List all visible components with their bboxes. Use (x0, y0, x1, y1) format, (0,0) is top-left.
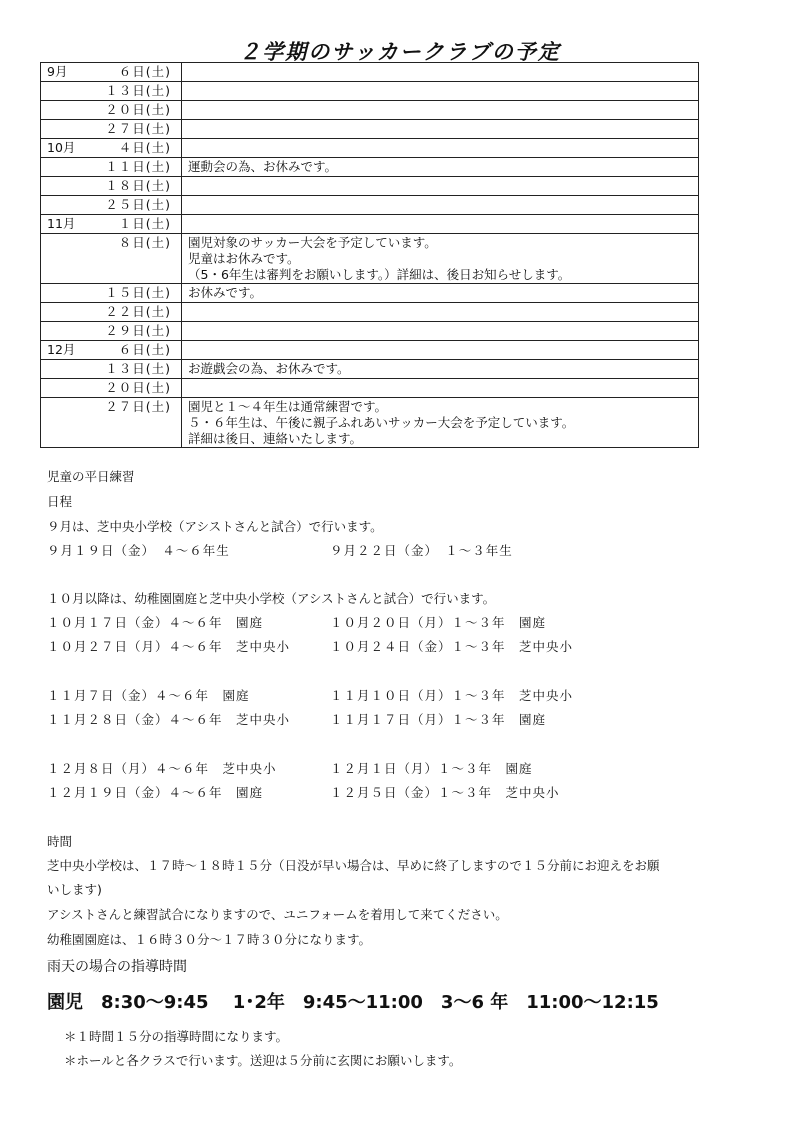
schedule-date-cell (41, 196, 182, 215)
time-line: 幼稚園園庭は、１６時３０分～１７時３０分になります。 (47, 932, 372, 947)
practice-row-left: １０月２７日（月）４～６年 芝中央小 (47, 639, 291, 654)
practice-row-right: １２月１日（月）１～３年 園庭 (330, 761, 533, 776)
rain-title: 雨天の場合の指導時間 (47, 959, 187, 975)
practice-row-right: １１月１０日（月）１～３年 芝中央小 (330, 688, 574, 703)
schedule-date-cell (41, 322, 182, 341)
schedule-row (41, 360, 699, 379)
schedule-row (41, 158, 699, 177)
schedule-row (41, 196, 699, 215)
day-label: １３日(土) (105, 83, 171, 98)
schedule-row (41, 303, 699, 322)
schedule-note-cell (182, 360, 699, 379)
day-label: ２２日(土) (105, 304, 171, 319)
schedule-note: 園児対象のサッカー大会を予定しています。 (188, 235, 437, 250)
schedule-row (41, 82, 699, 101)
schedule-date-cell (41, 63, 182, 82)
schedule-note-cell (182, 63, 699, 82)
schedule-row (41, 63, 699, 82)
schedule-label: 日程 (47, 494, 73, 509)
schedule-date-cell (41, 177, 182, 196)
time-label: 時間 (47, 834, 73, 849)
schedule-note-cell (182, 158, 699, 177)
schedule-note: ５・６年生は、午後に親子ふれあいサッカー大会を予定しています。 (188, 415, 575, 430)
time-line: いします) (47, 882, 102, 897)
schedule-row (41, 139, 699, 158)
month-label: 10月 (47, 140, 76, 155)
schedule-note-cell (182, 101, 699, 120)
practice-row-left: １１月２８日（金）４～６年 芝中央小 (47, 712, 291, 727)
schedule-row (41, 398, 699, 448)
practice-row-left: １２月８日（月）４～６年 芝中央小 (47, 761, 277, 776)
rain-schedule: 園児 8:30～9:45 1･2年 9:45～11:00 3～6 年 11:00～12:15 (47, 992, 659, 1013)
schedule-row (41, 234, 699, 284)
day-label: ４日(土) (118, 140, 171, 155)
schedule-row (41, 101, 699, 120)
day-label: １３日(土) (105, 361, 171, 376)
time-line: アシストさんと練習試合になりますので、ユニフォームを着用して来てください。 (47, 907, 508, 922)
day-label: ２０日(土) (105, 102, 171, 117)
day-label: ６日(土) (118, 342, 171, 357)
practice-row-right: １０月２４日（金）１～３年 芝中央小 (330, 639, 574, 654)
schedule-note-cell (182, 177, 699, 196)
rain-note: ＊ホールと各クラスで行います。送迎は５分前に玄関にお願いします。 (64, 1053, 462, 1068)
schedule-note: 園児と１～４年生は通常練習です。 (188, 399, 388, 414)
schedule-note-cell (182, 120, 699, 139)
day-label: ２７日(土) (105, 121, 171, 136)
day-label: ６日(土) (118, 64, 171, 79)
schedule-note-cell (182, 322, 699, 341)
schedule-note-cell (182, 398, 699, 448)
day-label: １１日(土) (105, 159, 171, 174)
schedule-row (41, 284, 699, 303)
day-label: ２７日(土) (105, 399, 171, 414)
schedule-row (41, 379, 699, 398)
schedule-note-cell (182, 303, 699, 322)
month-label: 12月 (47, 342, 76, 357)
schedule-note-cell (182, 196, 699, 215)
schedule-date-cell (41, 379, 182, 398)
day-label: ８日(土) (118, 235, 171, 250)
weekday-heading: 児童の平日練習 (47, 469, 135, 484)
schedule-note-cell (182, 284, 699, 303)
time-line: 芝中央小学校は、１７時～１８時１５分（日没が早い場合は、早めに終了しますので１５分前にお迎えをお願 (47, 858, 660, 873)
schedule-date-cell (41, 303, 182, 322)
schedule-note-cell (182, 139, 699, 158)
sep-practice-right: ９月２２日（金） １～３年生 (330, 543, 513, 558)
october-note: １０月以降は、幼稚園園庭と芝中央小学校（アシストさんと試合）で行います。 (47, 591, 496, 606)
schedule-note: お遊戯会の為、お休みです。 (188, 361, 350, 376)
practice-row-right: １２月５日（金）１～３年 芝中央小 (330, 785, 560, 800)
day-label: ２９日(土) (105, 323, 171, 338)
schedule-date-cell (41, 139, 182, 158)
day-label: １８日(土) (105, 178, 171, 193)
day-label: １５日(土) (105, 285, 171, 300)
practice-row-left: １２月１９日（金）４～６年 園庭 (47, 785, 264, 800)
schedule-row (41, 215, 699, 234)
schedule-note-cell (182, 82, 699, 101)
practice-row-left: １０月１７日（金）４～６年 園庭 (47, 615, 264, 630)
schedule-row (41, 322, 699, 341)
schedule-note: 児童はお休みです。 (188, 251, 300, 266)
schedule-row (41, 120, 699, 139)
schedule-date-cell (41, 82, 182, 101)
schedule-date-cell (41, 234, 182, 284)
schedule-row (41, 341, 699, 360)
schedule-date-cell (41, 284, 182, 303)
schedule-note-cell (182, 379, 699, 398)
practice-row-right: １１月１７日（月）１～３年 園庭 (330, 712, 547, 727)
schedule-note-cell (182, 341, 699, 360)
schedule-date-cell (41, 158, 182, 177)
schedule-date-cell (41, 341, 182, 360)
schedule-note-cell (182, 215, 699, 234)
schedule-table (40, 62, 699, 448)
sep-practice-left: ９月１９日（金） ４～６年生 (47, 543, 230, 558)
page-title: ２学期のサッカークラブの予定 (239, 40, 561, 64)
schedule-date-cell (41, 360, 182, 379)
schedule-date-cell (41, 101, 182, 120)
schedule-note: 詳細は後日、連絡いたします。 (188, 431, 363, 446)
schedule-date-cell (41, 215, 182, 234)
day-label: ２０日(土) (105, 380, 171, 395)
schedule-note-cell (182, 234, 699, 284)
month-label: 9月 (47, 64, 68, 79)
schedule-note: 運動会の為、お休みです。 (188, 159, 338, 174)
schedule-note: お休みです。 (188, 285, 263, 300)
rain-note: ＊１時間１５分の指導時間になります。 (64, 1029, 289, 1044)
september-note: ９月は、芝中央小学校（アシストさんと試合）で行います。 (47, 519, 383, 534)
schedule-note: （5・6年生は審判をお願いします。）詳細は、後日お知らせします。 (188, 267, 571, 282)
practice-row-left: １１月７日（金）４～６年 園庭 (47, 688, 250, 703)
schedule-date-cell (41, 398, 182, 448)
day-label: １日(土) (118, 216, 171, 231)
schedule-date-cell (41, 120, 182, 139)
day-label: ２５日(土) (105, 197, 171, 212)
schedule-row (41, 177, 699, 196)
practice-row-right: １０月２０日（月）１～３年 園庭 (330, 615, 547, 630)
month-label: 11月 (47, 216, 76, 231)
